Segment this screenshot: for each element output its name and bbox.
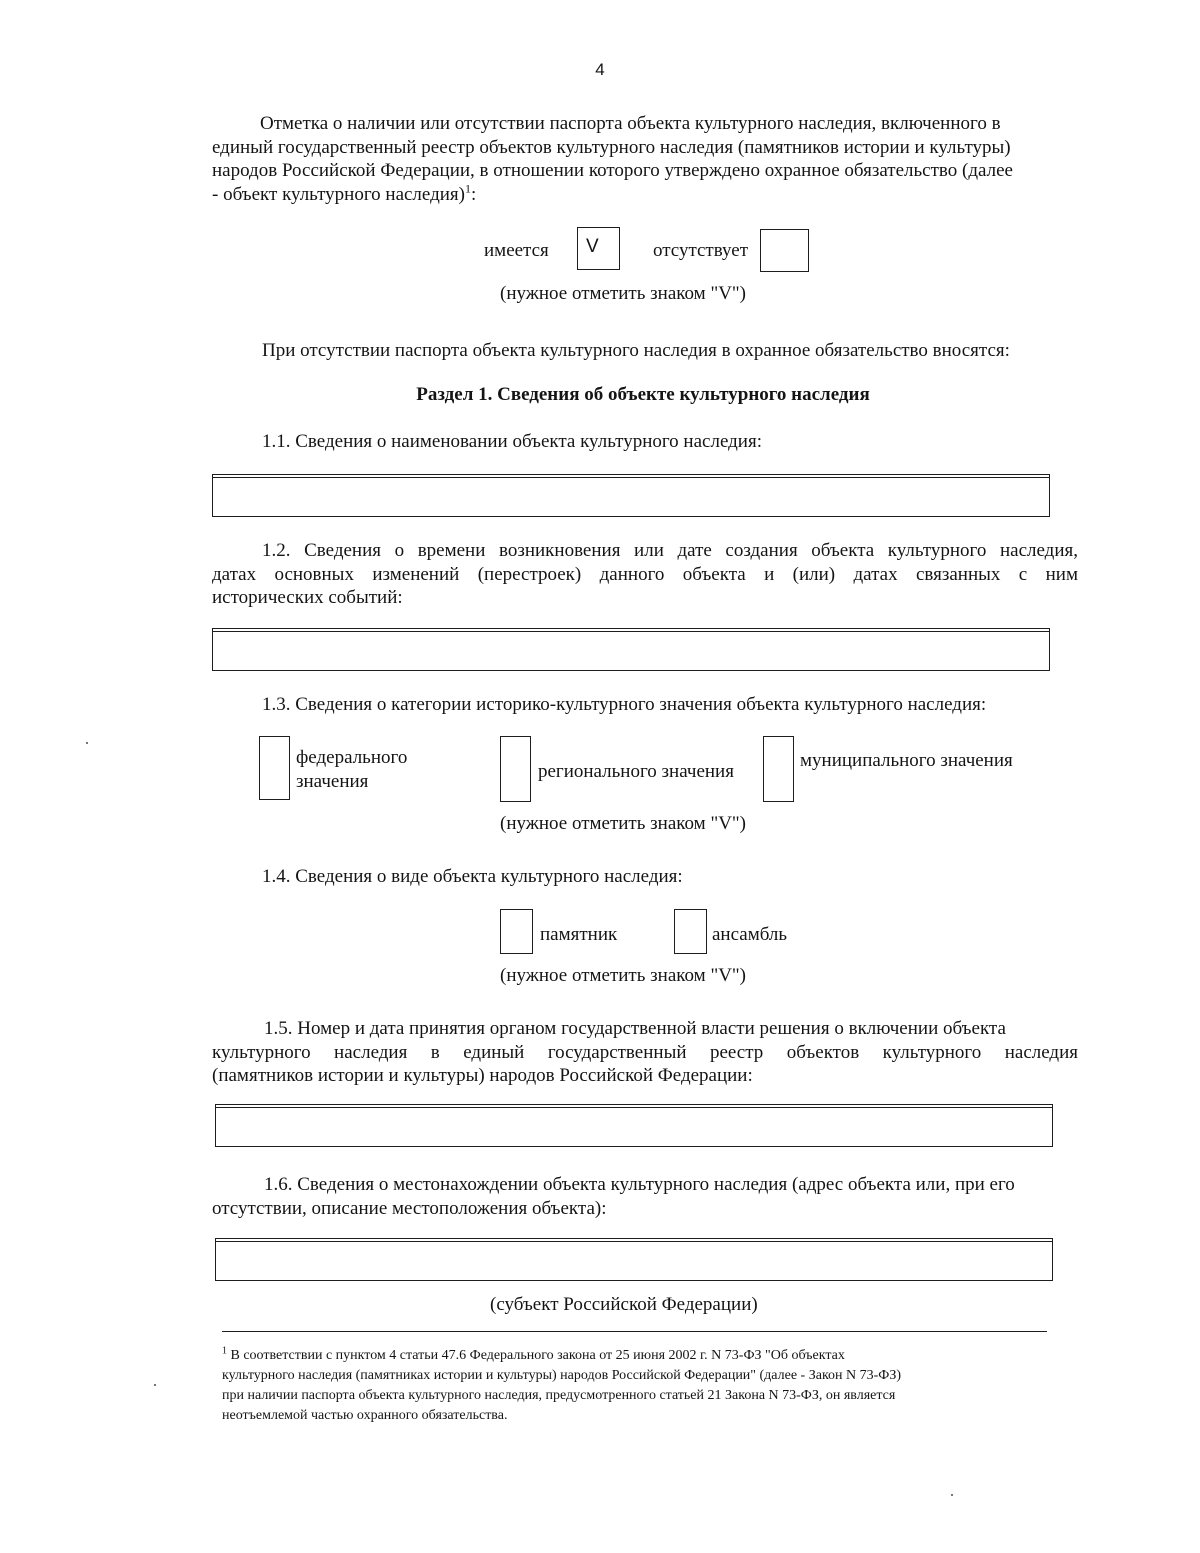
item-1-4-label: 1.4. Сведения о виде объекта культурного наследия: (262, 866, 683, 887)
item-1-1-field[interactable] (212, 474, 1050, 517)
ensemble-label: ансамбль (712, 924, 788, 945)
footnote-line: культурного наследия (памятниках истории и культуры) народов Российской Федерации" (далее - Закон N 73-ФЗ) (222, 1368, 902, 1383)
item-1-5-field[interactable] (215, 1104, 1053, 1147)
item-1-2-paragraph (212, 539, 1078, 610)
item-1-5-line: (памятников истории и культуры) народов Российской Федерации: (212, 1065, 753, 1086)
item-1-6-field[interactable] (215, 1238, 1053, 1281)
scan-speck (154, 1384, 156, 1386)
footnote-reference[interactable]: 1 (465, 181, 472, 196)
item-1-2-line: датах основных изменений (перестроек) данного объекта и (или) датах связанных с ним (212, 563, 1078, 585)
item-1-2-line: 1.2. Сведения о времени возникновения или дате создания объекта культурного наследия, (262, 540, 1078, 561)
municipal-label: муниципального значения (800, 750, 1013, 771)
item-1-4-hint: (нужное отметить знаком "V") (500, 965, 746, 986)
footnote-line: при наличии паспорта объекта культурного наследия, предусмотренного статьей 21 Закона N 73-ФЗ, он является (222, 1388, 896, 1403)
footnote (222, 1346, 1037, 1426)
monument-checkbox[interactable] (500, 909, 533, 954)
federal-label-line2: значения (296, 771, 369, 792)
item-1-5-paragraph (212, 1017, 1078, 1088)
intro-line: Отметка о наличии или отсутствии паспорта объекта культурного наследия, включенного в (260, 113, 1001, 134)
passport-has-label: имеется (484, 240, 549, 261)
scan-speck (86, 742, 88, 744)
absence-note: При отсутствии паспорта объекта культурного наследия в охранное обязательство вносятся: (262, 340, 1010, 361)
municipal-checkbox[interactable] (763, 736, 794, 802)
passport-absent-checkbox[interactable] (760, 229, 809, 272)
intro-line-tail: : (471, 183, 477, 205)
item-1-6-line: 1.6. Сведения о местонахождении объекта культурного наследия (адрес объекта или, при его (264, 1174, 1015, 1195)
item-1-5-line: культурного наследия в единый государственный реестр объектов культурного наследия (212, 1041, 1078, 1063)
monument-label: памятник (540, 924, 618, 945)
passport-absent-label: отсутствует (653, 240, 749, 261)
intro-line: единый государственный реестр объектов культурного наследия (памятников истории и культуры) (212, 136, 1011, 158)
passport-hint: (нужное отметить знаком "V") (500, 283, 746, 304)
federal-checkbox[interactable] (259, 736, 290, 800)
footnote-marker: 1 (222, 1345, 227, 1357)
footnote-divider (222, 1331, 1047, 1332)
page-number: 4 (595, 60, 605, 79)
scan-speck (951, 1494, 953, 1496)
item-1-5-line: 1.5. Номер и дата принятия органом государственной власти решения о включении объекта (264, 1018, 1006, 1039)
passport-has-checkbox[interactable]: V (577, 227, 620, 270)
item-1-2-line: исторических событий: (212, 587, 403, 608)
item-1-6-line: отсутствии, описание местоположения объекта): (212, 1197, 607, 1219)
intro-line-last (212, 183, 1078, 207)
footnote-line: неотъемлемой частью охранного обязательства. (222, 1408, 508, 1423)
footnote-text: В соответствии с пунктом 4 статьи 47.6 Федерального закона от 25 июня 2002 г. N 73-ФЗ "Об объектах (230, 1348, 845, 1363)
section-1-title: Раздел 1. Сведения об объекте культурного наследия (416, 384, 870, 405)
intro-line: народов Российской Федерации, в отношении которого утверждено охранное обязательство (далее (212, 160, 1013, 181)
item-1-6-paragraph (212, 1173, 1078, 1220)
item-1-1-label: 1.1. Сведения о наименовании объекта культурного наследия: (262, 431, 762, 452)
federal-label-line1: федерального (296, 747, 408, 768)
intro-line-text: - объект культурного наследия) (212, 183, 466, 205)
item-1-3-hint: (нужное отметить знаком "V") (500, 813, 746, 834)
item-1-6-caption: (субъект Российской Федерации) (490, 1294, 758, 1315)
footnote-line-first (222, 1346, 1037, 1366)
item-1-2-field[interactable] (212, 628, 1050, 671)
item-1-3-label: 1.3. Сведения о категории историко-культурного значения объекта культурного наследия: (262, 694, 987, 715)
regional-label: регионального значения (538, 761, 734, 782)
intro-paragraph (212, 112, 1078, 206)
regional-checkbox[interactable] (500, 736, 531, 802)
ensemble-checkbox[interactable] (674, 909, 707, 954)
